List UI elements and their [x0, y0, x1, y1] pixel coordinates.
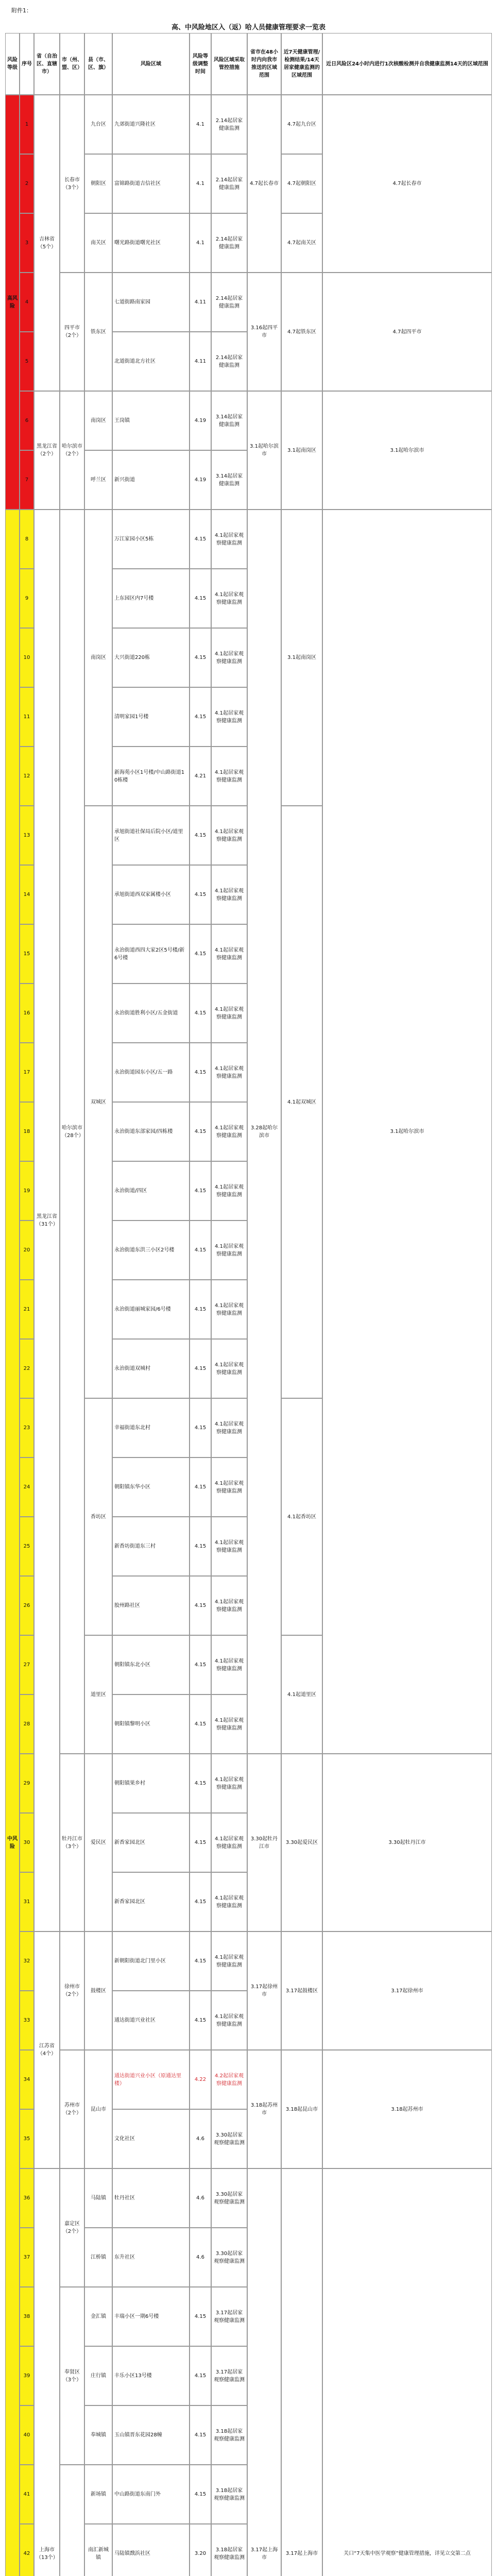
row-area: 文化社区 — [112, 2109, 190, 2168]
row-measure: 3.30起居家观察健康监测 — [211, 2228, 247, 2287]
row-seq: 26 — [20, 1576, 34, 1635]
county-cell: 南岗区 — [84, 510, 112, 806]
row-seq: 9 — [20, 569, 34, 628]
row-measure: 4.1起居家观察健康监测 — [211, 984, 247, 1043]
row-time: 4.6 — [190, 2168, 211, 2228]
county-cell: 九台区 — [84, 95, 112, 154]
row-measure: 4.1起居家观察健康监测 — [211, 510, 247, 569]
row-area: 七道街路南家园 — [112, 273, 190, 332]
city-cell: 长春市（3个） — [60, 95, 84, 273]
row-seq: 29 — [20, 1754, 34, 1813]
row-area: 万江家园小区5栋 — [112, 510, 190, 569]
nucleic-test-scope-cell: 3.18起苏州市 — [322, 2050, 492, 2168]
row-time: 4.1 — [190, 95, 211, 154]
health-monitor-scope-cell: 3.17起鼓楼区 — [281, 1931, 322, 2050]
row-area: 朝阳镇东北小区 — [112, 1635, 190, 1694]
row-area: 承旭街道社保局后院小区/道里区 — [112, 806, 190, 865]
health-monitor-scope-cell: 4.7起朝阳区 — [281, 154, 322, 213]
row-seq: 38 — [20, 2287, 34, 2346]
province-cell: 黑龙江省（31个） — [34, 510, 60, 1931]
row-area: 朝阳镇果乡村 — [112, 1754, 190, 1813]
health-monitor-scope-cell: 3.1起南岗区 — [281, 391, 322, 510]
pushed-scope-cell: 4.7起长春市 — [247, 95, 281, 273]
pushed-scope-cell: 3.28起哈尔滨市 — [247, 510, 281, 1754]
nucleic-test-scope-cell: 4.7起长春市 — [322, 95, 492, 273]
row-seq: 25 — [20, 1517, 34, 1576]
row-seq: 6 — [20, 391, 34, 450]
row-measure: 4.1起居家观察健康监测 — [211, 1576, 247, 1635]
city-cell: 四平市（2个） — [60, 273, 84, 391]
row-seq: 24 — [20, 1458, 34, 1517]
row-time: 4.15 — [190, 984, 211, 1043]
row-measure: 4.1起居家观察健康监测 — [211, 1872, 247, 1931]
row-measure: 2.14起居家健康监测 — [211, 332, 247, 391]
row-measure: 4.2起居家观察健康监测 — [211, 2050, 247, 2109]
row-area: 牡丹社区 — [112, 2168, 190, 2228]
county-cell: 奉城镇 — [84, 2405, 112, 2465]
row-seq: 23 — [20, 1398, 34, 1458]
header-time: 风险等级调整时间 — [190, 33, 211, 95]
county-cell: 朝阳区 — [84, 154, 112, 213]
row-measure: 3.18起居家观察健康监测 — [211, 2405, 247, 2465]
province-cell: 吉林省（5个） — [34, 95, 60, 391]
row-seq: 35 — [20, 2109, 34, 2168]
header-risk: 风险等级 — [5, 33, 20, 95]
row-time: 4.15 — [190, 1991, 211, 2050]
row-measure: 4.1起居家观察健康监测 — [211, 1102, 247, 1161]
row-area: 朝阳镇黎明小区 — [112, 1694, 190, 1754]
nucleic-test-scope-cell: 3.17起徐州市 — [322, 1931, 492, 2050]
row-seq: 41 — [20, 2465, 34, 2524]
county-cell: 庄行镇 — [84, 2346, 112, 2405]
row-time: 4.15 — [190, 628, 211, 687]
row-measure: 4.1起居家观察健康监测 — [211, 1694, 247, 1754]
row-area: 永治街道丽城家园/6号楼 — [112, 1280, 190, 1339]
row-area: 永治街道西四大家2区5号楼/新6号楼 — [112, 924, 190, 984]
row-seq: 37 — [20, 2228, 34, 2287]
pushed-scope-cell: 3.1起哈尔滨市 — [247, 391, 281, 510]
row-seq: 20 — [20, 1221, 34, 1280]
row-measure: 3.14起居家健康监测 — [211, 450, 247, 510]
row-time: 4.15 — [190, 1754, 211, 1813]
row-time: 4.19 — [190, 391, 211, 450]
row-time: 4.6 — [190, 2109, 211, 2168]
row-time: 4.22 — [190, 2050, 211, 2109]
pushed-scope-cell: 3.30起牡丹江市 — [247, 1754, 281, 1931]
row-time: 4.15 — [190, 1694, 211, 1754]
row-time: 4.15 — [190, 569, 211, 628]
county-cell: 爱民区 — [84, 1754, 112, 1931]
row-measure: 3.17起居家观察健康监测 — [211, 2346, 247, 2405]
row-measure: 4.1起居家观察健康监测 — [211, 1754, 247, 1813]
nucleic-test-scope-cell: 4.7起四平市 — [322, 273, 492, 391]
row-seq: 28 — [20, 1694, 34, 1754]
row-area: 清明家园1号楼 — [112, 687, 190, 747]
row-seq: 14 — [20, 865, 34, 924]
header-c2: 近7天健康管理/检测结果/14天居家健康监测的区域范围 — [281, 33, 322, 95]
row-seq: 17 — [20, 1043, 34, 1102]
county-cell: 鼓楼区 — [84, 1931, 112, 2050]
city-cell: 嘉定区（2个） — [60, 2168, 84, 2287]
row-seq: 1 — [20, 95, 34, 154]
header-measure: 风险区域采取管控措施 — [211, 33, 247, 95]
row-area: 通达街道兴业小区（原通达里楼） — [112, 2050, 190, 2109]
province-cell: 黑龙江省（2个） — [34, 391, 60, 510]
row-time: 4.15 — [190, 1458, 211, 1517]
row-time: 4.15 — [190, 1517, 211, 1576]
county-cell: 道里区 — [84, 1635, 112, 1754]
row-area: 新海苑小区1号楼/中山路街道10栋楼 — [112, 747, 190, 806]
row-seq: 11 — [20, 687, 34, 747]
row-time: 4.15 — [190, 1576, 211, 1635]
row-measure: 4.1起居家观察健康监测 — [211, 1635, 247, 1694]
row-measure: 4.1起居家观察健康监测 — [211, 1931, 247, 1991]
province-cell: 江苏省（4个） — [34, 1931, 60, 2168]
row-seq: 31 — [20, 1872, 34, 1931]
row-measure: 4.1起居家观察健康监测 — [211, 1280, 247, 1339]
row-time: 4.15 — [190, 865, 211, 924]
county-cell: 双城区 — [84, 806, 112, 1398]
row-area: 中山路街道东南门外 — [112, 2465, 190, 2524]
row-measure: 4.1起居家观察健康监测 — [211, 1813, 247, 1872]
row-area: 新香坊街道东三村 — [112, 1517, 190, 1576]
nucleic-test-scope-cell: 3.1起哈尔滨市 — [322, 391, 492, 510]
row-area: 永治街道/四区 — [112, 1161, 190, 1221]
row-seq: 40 — [20, 2405, 34, 2465]
row-measure: 4.1起居家观察健康监测 — [211, 628, 247, 687]
row-seq: 21 — [20, 1280, 34, 1339]
city-cell: 苏州市（2个） — [60, 2050, 84, 2168]
header-c3: 近日风险区24小时内进行1次核酸检测并自我健康监测14天的区域范围 — [322, 33, 492, 95]
row-time: 4.15 — [190, 687, 211, 747]
row-area: 承旭街道西双家属楼小区 — [112, 865, 190, 924]
row-area: 永治街道双城村 — [112, 1339, 190, 1398]
header-area: 风险区域 — [112, 33, 190, 95]
county-cell: 南汇新城镇 — [84, 2524, 112, 2576]
health-monitor-scope-cell: 4.1起道里区 — [281, 1635, 322, 1754]
row-area: 通达街道兴业社区 — [112, 1991, 190, 2050]
row-time: 4.15 — [190, 1872, 211, 1931]
row-area: 新香家园北区 — [112, 1872, 190, 1931]
county-cell: 江桥镇 — [84, 2228, 112, 2287]
county-cell: 马陆镇 — [84, 2168, 112, 2228]
row-measure: 4.1起居家观察健康监测 — [211, 569, 247, 628]
row-time: 4.19 — [190, 450, 211, 510]
row-area: 大兴街道220栋 — [112, 628, 190, 687]
row-measure: 4.1起居家观察健康监测 — [211, 687, 247, 747]
row-time: 4.15 — [190, 1043, 211, 1102]
row-area: 幸福街道东北村 — [112, 1398, 190, 1458]
row-seq: 42 — [20, 2524, 34, 2576]
row-measure: 2.14起居家健康监测 — [211, 213, 247, 273]
row-area: 马陆镇戬浜社区 — [112, 2524, 190, 2576]
row-measure: 3.30起居家观察健康监测 — [211, 2109, 247, 2168]
health-monitor-scope-cell: 4.1起香坊区 — [281, 1398, 322, 1635]
risk-area-table — [5, 33, 492, 2576]
pushed-scope-cell: 3.18起苏州市 — [247, 2050, 281, 2168]
row-area: 胶州路社区 — [112, 1576, 190, 1635]
row-time: 4.15 — [190, 1635, 211, 1694]
row-seq: 22 — [20, 1339, 34, 1398]
row-seq: 5 — [20, 332, 34, 391]
city-cell: 徐州市（2个） — [60, 1931, 84, 2050]
row-measure: 3.18起居家观察健康监测 — [211, 2465, 247, 2524]
county-cell: 铁东区 — [84, 273, 112, 391]
row-area: 永治街道东部家园/四栋楼 — [112, 1102, 190, 1161]
row-time: 4.15 — [190, 1398, 211, 1458]
pushed-scope-cell: 3.17起上海市 — [247, 2168, 281, 2576]
row-area: 上东园区内7号楼 — [112, 569, 190, 628]
row-area: 永治街道园东小区/五一路 — [112, 1043, 190, 1102]
row-seq: 2 — [20, 154, 34, 213]
row-area: 东升社区 — [112, 2228, 190, 2287]
nucleic-test-scope-cell: 3.1起哈尔滨市 — [322, 510, 492, 1754]
row-measure: 4.1起居家观察健康监测 — [211, 865, 247, 924]
row-area: 朝阳镇东华小区 — [112, 1458, 190, 1517]
row-measure: 4.1起居家观察健康监测 — [211, 1043, 247, 1102]
row-time: 4.15 — [190, 2287, 211, 2346]
row-seq: 7 — [20, 450, 34, 510]
row-seq: 8 — [20, 510, 34, 569]
row-seq: 27 — [20, 1635, 34, 1694]
row-area: 新朝阳街道北门里小区 — [112, 1931, 190, 1991]
row-measure: 4.1起居家观察健康监测 — [211, 747, 247, 806]
row-time: 4.15 — [190, 1161, 211, 1221]
row-time: 4.11 — [190, 273, 211, 332]
row-time: 4.15 — [190, 1280, 211, 1339]
row-seq: 4 — [20, 273, 34, 332]
row-measure: 2.14起居家健康监测 — [211, 273, 247, 332]
row-seq: 10 — [20, 628, 34, 687]
row-time: 4.15 — [190, 1221, 211, 1280]
row-time: 4.15 — [190, 806, 211, 865]
row-seq: 18 — [20, 1102, 34, 1161]
county-cell: 南关区 — [84, 213, 112, 273]
city-cell: 牡丹江市（3个） — [60, 1754, 84, 1931]
row-area: 九郊街道兴隆社区 — [112, 95, 190, 154]
row-time: 4.15 — [190, 2346, 211, 2405]
row-measure: 3.30起居家观察健康监测 — [211, 2168, 247, 2228]
row-time: 3.20 — [190, 2524, 211, 2576]
row-area: 新香家园北区 — [112, 1813, 190, 1872]
header-province: 省（自治区、直辖市） — [34, 33, 60, 95]
header-county: 县（市、区、旗） — [84, 33, 112, 95]
health-monitor-scope-cell: 3.30起爱民区 — [281, 1754, 322, 1931]
row-measure: 4.1起居家观察健康监测 — [211, 1398, 247, 1458]
row-area: 丰瑞小区一期6号楼 — [112, 2287, 190, 2346]
row-time: 4.15 — [190, 1102, 211, 1161]
row-time: 4.1 — [190, 213, 211, 273]
city-cell: 哈尔滨市（28个） — [60, 510, 84, 1754]
county-cell: 金汇镇 — [84, 2287, 112, 2346]
pushed-scope-cell: 3.16起四平市 — [247, 273, 281, 391]
health-monitor-scope-cell: 3.18起昆山市 — [281, 2050, 322, 2168]
row-seq: 32 — [20, 1931, 34, 1991]
row-time: 4.15 — [190, 1339, 211, 1398]
nucleic-test-scope-cell: 关口“7天集中医学观察”健康管理措施，详见立交第二点 — [322, 2168, 492, 2576]
row-measure: 4.1起居家观察健康监测 — [211, 1339, 247, 1398]
county-cell: 南岗区 — [84, 391, 112, 450]
row-time: 4.15 — [190, 1813, 211, 1872]
row-area: 永治街道东洪三小区2号楼 — [112, 1221, 190, 1280]
row-time: 4.15 — [190, 2405, 211, 2465]
header-seq: 序号 — [20, 33, 34, 95]
risk-level-cell: 高风险 — [5, 95, 20, 510]
row-area: 玉山镇晋东花园28幢 — [112, 2405, 190, 2465]
health-monitor-scope-cell: 4.7起铁东区 — [281, 273, 322, 391]
row-seq: 13 — [20, 806, 34, 865]
city-cell: 奉贤区（3个） — [60, 2287, 84, 2465]
nucleic-test-scope-cell: 3.30起牡丹江市 — [322, 1754, 492, 1931]
row-seq: 36 — [20, 2168, 34, 2228]
row-measure: 3.17起居家观察健康监测 — [211, 2287, 247, 2346]
row-seq: 33 — [20, 1991, 34, 2050]
risk-level-cell: 中风险 — [5, 510, 20, 2576]
row-area: 永治街道胜利小区/五金街道 — [112, 984, 190, 1043]
row-measure: 3.14起居家健康监测 — [211, 391, 247, 450]
row-time: 4.21 — [190, 747, 211, 806]
row-seq: 3 — [20, 213, 34, 273]
row-time: 4.15 — [190, 2465, 211, 2524]
row-measure: 4.1起居家观察健康监测 — [211, 1991, 247, 2050]
row-time: 4.1 — [190, 154, 211, 213]
health-monitor-scope-cell: 3.1起南岗区 — [281, 510, 322, 806]
county-cell: 呼兰区 — [84, 450, 112, 510]
attachment-label: 附件1： — [11, 7, 32, 14]
row-measure: 4.1起居家观察健康监测 — [211, 1458, 247, 1517]
row-measure: 4.1起居家观察健康监测 — [211, 1517, 247, 1576]
health-monitor-scope-cell: 4.7起南关区 — [281, 213, 322, 273]
row-seq: 16 — [20, 984, 34, 1043]
row-measure: 3.18起居家观察健康监测 — [211, 2524, 247, 2576]
header-city: 市（州、盟、区） — [60, 33, 84, 95]
health-monitor-scope-cell: 4.7起九台区 — [281, 95, 322, 154]
row-area: 新兴街道 — [112, 450, 190, 510]
row-time: 4.11 — [190, 332, 211, 391]
row-measure: 4.1起居家观察健康监测 — [211, 1221, 247, 1280]
row-measure: 2.14起居家健康监测 — [211, 154, 247, 213]
row-seq: 19 — [20, 1161, 34, 1221]
city-cell: 哈尔滨市（2个） — [60, 391, 84, 510]
row-measure: 2.14起居家健康监测 — [211, 95, 247, 154]
row-time: 4.15 — [190, 924, 211, 984]
document-title: 高、中风险地区入（返）哈人员健康管理要求一览表 — [171, 24, 325, 31]
row-seq: 30 — [20, 1813, 34, 1872]
row-time: 4.6 — [190, 2228, 211, 2287]
row-seq: 39 — [20, 2346, 34, 2405]
health-monitor-scope-cell: 4.1起双城区 — [281, 806, 322, 1398]
row-area: 北道街道北方社区 — [112, 332, 190, 391]
row-seq: 34 — [20, 2050, 34, 2109]
row-measure: 4.1起居家观察健康监测 — [211, 1161, 247, 1221]
row-area: 丰乐小区13号楼 — [112, 2346, 190, 2405]
row-time: 4.15 — [190, 1931, 211, 1991]
county-cell: 香坊区 — [84, 1398, 112, 1635]
row-measure: 4.1起居家观察健康监测 — [211, 806, 247, 865]
row-time: 4.15 — [190, 510, 211, 569]
row-area: 王岗镇 — [112, 391, 190, 450]
pushed-scope-cell: 3.17起徐州市 — [247, 1931, 281, 2050]
row-area: 富锦路街道吉信社区 — [112, 154, 190, 213]
row-seq: 15 — [20, 924, 34, 984]
health-monitor-scope-cell: 3.17起上海市 — [281, 2168, 322, 2576]
county-cell: 新场镇 — [84, 2465, 112, 2524]
province-cell: 上海市（13个） — [34, 2168, 60, 2576]
header-c1: 省市在48小时内向我市推送的区域范围 — [247, 33, 281, 95]
row-measure: 4.1起居家观察健康监测 — [211, 924, 247, 984]
row-area: 曙光路街道曙光社区 — [112, 213, 190, 273]
city-cell — [60, 2465, 84, 2576]
county-cell: 昆山市 — [84, 2050, 112, 2168]
row-seq: 12 — [20, 747, 34, 806]
